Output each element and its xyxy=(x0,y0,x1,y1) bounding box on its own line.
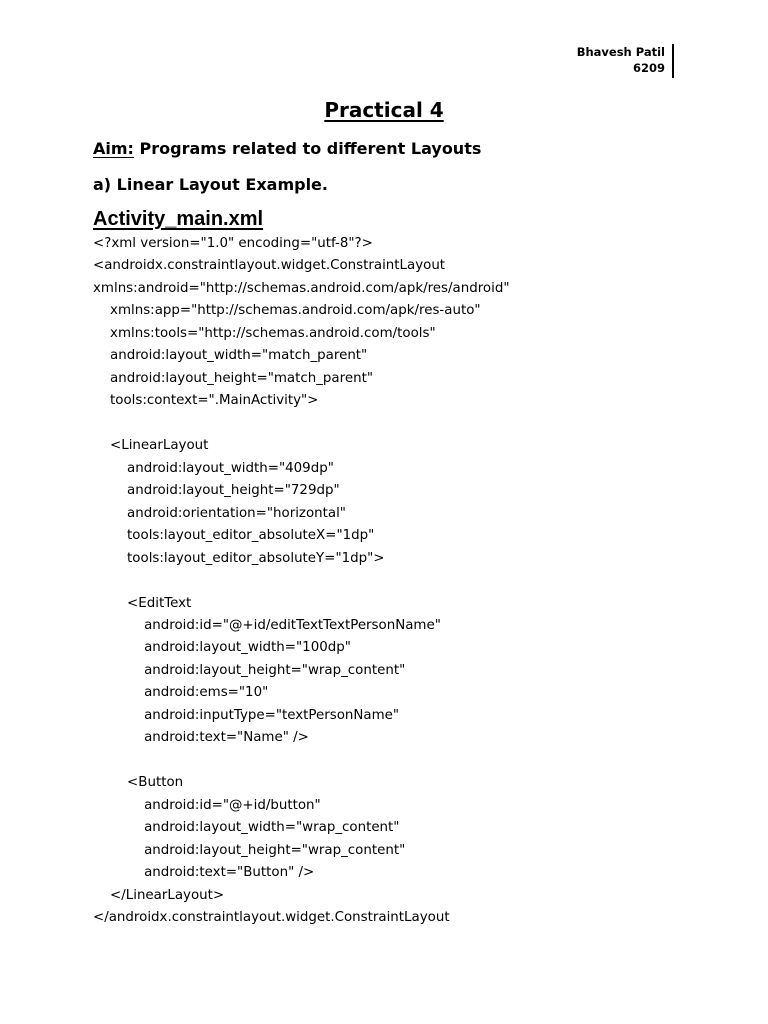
file-heading: Activity_main.xml xyxy=(93,208,264,230)
code-block: <?xml version="1.0" encoding="utf-8"?> <androidx.constraintlayout.widget.ConstraintLayout xmlns:android="http://schemas.android.com/apk/res/android" xmlns:app="http://schemas.android.com/apk/res-auto" xmlns:tools="http://schemas.android.com/tools" android:layout_width="match_parent" android:layout_height="match_parent" tools:context=".MainActivity"> <LinearLayout android:layout_width="409dp" android:layout_height="729dp" android:orientation="horizontal" tools:layout_editor_absoluteX="1dp" tools:layout_editor_absoluteY="1dp"> <EditText android:id="@+id/editTextTextPersonName" android:layout_width="100dp" android:layout_height="wrap_content" android:ems="10" android:inputType="textPersonName" android:text="Name" /> <Button android:id="@+id/button" android:layout_width="wrap_content" android:layout_height="wrap_content" android:text="Button" /> </LinearLayout> </androidx.constraintlayout.widget.ConstraintLayout xyxy=(93,236,510,926)
aim-label: Aim: xyxy=(93,139,134,158)
section-subheading: a) Linear Layout Example. xyxy=(93,175,328,194)
page-title: Practical 4 xyxy=(324,98,444,122)
header-divider xyxy=(672,44,674,78)
author-name: Bhavesh Patil xyxy=(576,45,665,59)
aim-text: Programs related to different Layouts xyxy=(133,139,482,158)
roll-number: 6209 xyxy=(632,61,665,75)
aim-line xyxy=(93,137,481,161)
page-header xyxy=(577,44,665,76)
